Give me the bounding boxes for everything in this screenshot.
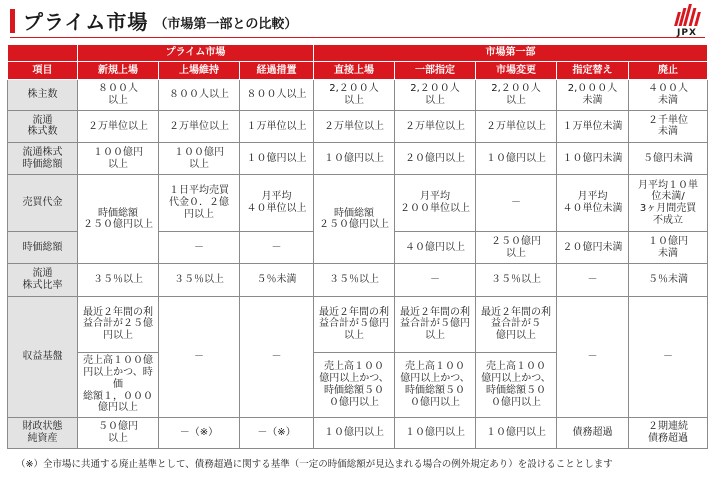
cell: ２期連続 債務超過 (629, 417, 708, 448)
cell: １０億円 未満 (629, 231, 708, 263)
col-header-market-change: 市場変更 (476, 61, 557, 80)
cell: 売上高１００ 億円以上かつ、 時価総額５０ ０億円以上 (476, 352, 557, 417)
col-header-delisting: 廃止 (629, 61, 708, 80)
cell: ８００人以上 (240, 80, 314, 110)
cell: 債務超過 (557, 417, 629, 448)
cell: 最近２年間の利 益合計が２５億 円以上 (78, 296, 159, 352)
cell: 2,２００人 以上 (476, 80, 557, 110)
table-row-trading (8, 175, 708, 231)
cell: ５０億円 以上 (78, 417, 159, 448)
cell: ５％未満 (240, 264, 314, 296)
group-header-prime: プライム市場 (78, 45, 314, 62)
page-subtitle: （市場第一部との比較） (154, 17, 298, 32)
footnote: （※）全市場に共通する廃止基準として、債務超過に関する基準（一定の時価総額が見込まれる場合の例外規定あり）を設けることとします (16, 459, 613, 470)
row-label-shareholders: 株主数 (8, 80, 78, 110)
cell: ２万単位以上 (476, 110, 557, 142)
cell: ５億円未満 (629, 143, 708, 175)
comparison-table (7, 44, 708, 449)
row-label-earnings: 収益基盤 (8, 296, 78, 417)
cell: 月平均 ２００単位以上 (395, 175, 476, 231)
cell: 2,２００人 以上 (395, 80, 476, 110)
header-blank (8, 45, 78, 62)
row-label-float-ratio: 流通 株式比率 (8, 264, 78, 296)
cell: － (240, 231, 314, 263)
jpx-logo-text: JPX (677, 28, 697, 38)
cell: ２千単位 未満 (629, 110, 708, 142)
cell: １００億円 以上 (159, 143, 240, 175)
group-header-first-section: 市場第一部 (314, 45, 708, 62)
cell: ８００人以上 (159, 80, 240, 110)
jpx-logo (671, 4, 703, 44)
col-header-direct: 直接上場 (314, 61, 395, 80)
cell: １０億円以上 (476, 417, 557, 448)
row-label-mcap: 時価総額 (8, 231, 78, 263)
cell: － (629, 296, 708, 417)
jpx-logo-mark-icon (671, 4, 703, 26)
cell: 売上高１００億 円以上かつ、時価 総額１，０００ 億円以上 (78, 352, 159, 417)
cell: 最近２年間の利 益合計が５億円 以上 (314, 296, 395, 352)
cell: １０億円以上 (476, 143, 557, 175)
cell: １日平均売買 代金０．２億 円以上 (159, 175, 240, 231)
cell: ４０億円以上 (395, 231, 476, 263)
table-row-float-ratio (8, 264, 708, 296)
cell: ２万単位以上 (78, 110, 159, 142)
cell: ３５％以上 (78, 264, 159, 296)
cell: 月平均 ４０単位以上 (240, 175, 314, 231)
table-row-float-mcap (8, 143, 708, 175)
cell: 売上高１００ 億円以上かつ、 時価総額５０ ０億円以上 (395, 352, 476, 417)
cell: 売上高１００ 億円以上かつ、 時価総額５０ ０億円以上 (314, 352, 395, 417)
cell: １万単位未満 (557, 110, 629, 142)
row-label-float-shares: 流通 株式数 (8, 110, 78, 142)
cell: － (240, 296, 314, 417)
cell: －（※） (240, 417, 314, 448)
row-label-float-mcap: 流通株式 時価総額 (8, 143, 78, 175)
cell: 月平均１０単 位未満/ 3ヶ月間売買 不成立 (629, 175, 708, 231)
cell: １万単位以上 (240, 110, 314, 142)
cell: １０億円以上 (314, 417, 395, 448)
cell: ４００人 未満 (629, 80, 708, 110)
cell: ２０億円未満 (557, 231, 629, 263)
cell: 最近２年間の利 益合計が５ 億円以上 (476, 296, 557, 352)
cell: 時価総額 ２５０億円以上 (314, 175, 395, 264)
cell: － (159, 296, 240, 417)
cell: ２５０億円 以上 (476, 231, 557, 263)
cell: １０億円以上 (314, 143, 395, 175)
cell: ３５％以上 (314, 264, 395, 296)
cell: １０億円以上 (395, 417, 476, 448)
cell: 月平均 ４０単位未満 (557, 175, 629, 231)
cell: －（※） (159, 417, 240, 448)
cell: － (557, 296, 629, 417)
col-header-transition: 経過措置 (240, 61, 314, 80)
page-header (10, 6, 297, 35)
col-header-redesignation: 指定替え (557, 61, 629, 80)
page-title: プライム市場 (23, 10, 149, 34)
cell: － (159, 231, 240, 263)
cell: 2,２００人 以上 (314, 80, 395, 110)
cell: ２万単位以上 (159, 110, 240, 142)
header-divider (10, 37, 705, 38)
table-row-earnings (8, 296, 708, 352)
cell: ２０億円以上 (395, 143, 476, 175)
col-header-designation: 一部指定 (395, 61, 476, 80)
table-row-float-shares (8, 110, 708, 142)
table-row-net-assets (8, 417, 708, 448)
table-row-shareholders (8, 80, 708, 110)
cell: １０億円未満 (557, 143, 629, 175)
col-header-maintain: 上場維持 (159, 61, 240, 80)
cell: １０億円以上 (240, 143, 314, 175)
col-header-new-listing: 新規上場 (78, 61, 159, 80)
cell: １００億円 以上 (78, 143, 159, 175)
cell: － (395, 264, 476, 296)
col-header-item: 項目 (8, 61, 78, 80)
cell: － (557, 264, 629, 296)
cell: － (476, 175, 557, 231)
cell: 時価総額 ２５０億円以上 (78, 175, 159, 264)
row-label-net-assets: 財政状態 純資産 (8, 417, 78, 448)
title-accent-bar (10, 9, 15, 33)
cell: ８００人 以上 (78, 80, 159, 110)
row-label-trading: 売買代金 (8, 175, 78, 231)
cell: ２万単位以上 (395, 110, 476, 142)
cell: ３５％以上 (159, 264, 240, 296)
cell: 最近２年間の利 益合計が５億円 以上 (395, 296, 476, 352)
cell: ５％未満 (629, 264, 708, 296)
cell: ２万単位以上 (314, 110, 395, 142)
cell: ３５％以上 (476, 264, 557, 296)
cell: 2,０００人 未満 (557, 80, 629, 110)
